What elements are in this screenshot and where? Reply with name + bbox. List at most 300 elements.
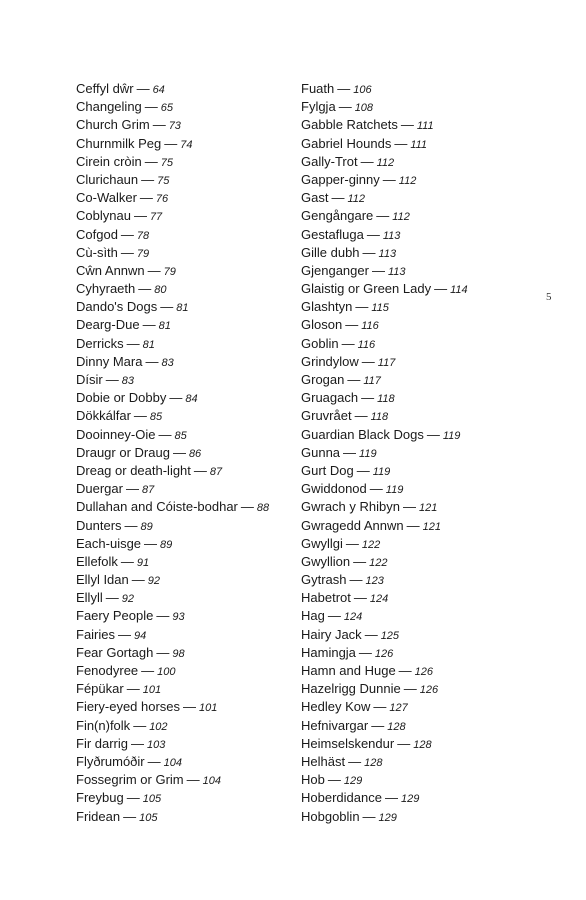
em-dash-separator: — (360, 153, 374, 169)
index-entry (76, 753, 286, 771)
index-term: Fuath (301, 81, 335, 96)
index-term: Fossegrim or Grim (76, 772, 184, 788)
index-entry (76, 316, 286, 334)
index-entry (301, 517, 541, 535)
index-entry (301, 771, 541, 789)
index-page-number: 88 (256, 502, 270, 515)
index-term: Hob (301, 772, 325, 788)
index-page-number: 85 (174, 429, 187, 442)
index-entry (76, 771, 286, 789)
index-term: Cŵn Annwn (76, 262, 145, 278)
index-entry (76, 535, 286, 553)
index-page-number: 119 (385, 484, 404, 497)
index-term: Fear Gortagh (76, 644, 154, 660)
em-dash-separator: — (403, 681, 417, 697)
index-entry (76, 498, 286, 516)
index-entry (76, 444, 286, 462)
index-entry (301, 789, 541, 807)
index-term: Fin(n)folk (76, 717, 131, 733)
index-page-number: 116 (357, 338, 376, 351)
index-entry (301, 226, 541, 244)
index-page-number: 76 (155, 193, 169, 206)
index-entry (301, 644, 541, 662)
index-page-number: 86 (188, 447, 202, 460)
index-page-number: 78 (136, 229, 150, 242)
index-page-number: 103 (147, 738, 166, 751)
index-page-number: 113 (378, 247, 397, 260)
em-dash-separator: — (120, 553, 134, 569)
index-entry (301, 480, 541, 498)
em-dash-separator: — (133, 408, 147, 424)
em-dash-separator: — (361, 390, 375, 406)
index-page-number: 124 (343, 611, 363, 624)
index-term: Grogan (301, 372, 345, 387)
em-dash-separator: — (327, 772, 341, 788)
index-entry (76, 298, 286, 316)
index-entry (301, 662, 541, 680)
em-dash-separator: — (126, 681, 140, 697)
index-entry (76, 153, 286, 171)
em-dash-separator: — (366, 226, 380, 242)
index-entry (301, 535, 541, 553)
index-term: Guardian Black Dogs (301, 426, 424, 442)
em-dash-separator: — (193, 462, 207, 478)
index-term: Hamingja (301, 644, 356, 660)
index-entry (301, 753, 541, 771)
em-dash-separator: — (125, 481, 139, 497)
index-page-number: 116 (361, 320, 379, 333)
page-number: 5 (546, 291, 552, 303)
em-dash-separator: — (138, 281, 152, 297)
index-term: Dunters (76, 517, 122, 533)
em-dash-separator: — (123, 808, 137, 824)
index-term: Fenodyree (76, 663, 139, 678)
em-dash-separator: — (164, 135, 178, 151)
index-term: Gestafluga (301, 226, 364, 242)
em-dash-separator: — (160, 299, 174, 315)
index-entry (76, 98, 286, 116)
index-entry (301, 171, 541, 189)
index-page-number: 108 (354, 102, 374, 115)
index-entry (301, 626, 541, 644)
index-term: Gwiddonod (301, 481, 367, 497)
index-entry (76, 808, 286, 826)
index-page-number: 101 (199, 702, 218, 715)
em-dash-separator: — (402, 499, 416, 515)
index-page-number: 119 (372, 465, 391, 478)
index-term: Gunna (301, 444, 341, 460)
em-dash-separator: — (356, 462, 370, 478)
index-term: Gwrach y Rhibyn (301, 499, 400, 515)
em-dash-separator: — (337, 81, 351, 96)
index-page-number: 94 (134, 629, 147, 642)
index-term: Hefnivargar (301, 717, 369, 733)
em-dash-separator: — (136, 81, 150, 96)
index-term: Heimselskendur (301, 735, 395, 751)
index-term: Dobie or Dobby (76, 390, 167, 406)
index-term: Clurichaun (76, 171, 139, 187)
index-entry (301, 135, 541, 153)
index-page-number: 79 (163, 265, 176, 278)
em-dash-separator: — (361, 353, 375, 369)
em-dash-separator: — (124, 517, 138, 533)
index-term: Freybug (76, 790, 124, 806)
index-page-number: 73 (168, 120, 181, 133)
em-dash-separator: — (156, 644, 170, 660)
index-entry (76, 426, 286, 444)
index-entry (76, 517, 286, 535)
index-term: Gwyllgi (301, 535, 343, 551)
index-term: Cirein cròin (76, 153, 142, 169)
em-dash-separator: — (141, 171, 155, 187)
em-dash-separator: — (345, 317, 359, 333)
em-dash-separator: — (147, 262, 161, 278)
index-page-number: 114 (450, 284, 468, 297)
em-dash-separator: — (156, 608, 170, 624)
index-entry (76, 389, 286, 407)
em-dash-separator: — (118, 626, 132, 642)
index-entry (301, 116, 541, 134)
index-column-right (301, 80, 541, 826)
index-page-number: 112 (347, 193, 366, 206)
em-dash-separator: — (371, 262, 385, 278)
index-entry (301, 244, 541, 262)
em-dash-separator: — (382, 171, 396, 187)
index-page-number: 77 (149, 211, 163, 224)
index-term: Hoberdidance (301, 790, 382, 806)
index-entry (76, 80, 286, 98)
index-term: Fylgja (301, 99, 336, 115)
index-term: Dökkálfar (76, 408, 131, 424)
index-entry (76, 280, 286, 298)
em-dash-separator: — (354, 408, 368, 424)
index-page-number: 87 (209, 465, 223, 478)
index-page-number: 75 (157, 174, 170, 187)
index-term: Faery People (76, 608, 154, 624)
index-term: Gabble Ratchets (301, 117, 398, 133)
index-term: Coblynau (76, 208, 131, 224)
index-term: Duergar (76, 481, 123, 497)
index-entry (301, 335, 541, 353)
em-dash-separator: — (369, 481, 383, 497)
em-dash-separator: — (364, 626, 378, 642)
index-page-number: 115 (371, 302, 389, 315)
index-entry (301, 207, 541, 225)
index-entry (76, 335, 286, 353)
em-dash-separator: — (183, 699, 197, 715)
index-entry (301, 553, 541, 571)
index-page-number: 129 (343, 775, 363, 788)
index-term: Ellefolk (76, 553, 118, 569)
em-dash-separator: — (105, 590, 119, 606)
index-entry (76, 789, 286, 807)
em-dash-separator: — (152, 117, 166, 133)
index-page-number: 121 (418, 502, 438, 515)
index-page-number: 105 (142, 793, 162, 806)
index-term: Fairies (76, 626, 116, 642)
index-term: Gapper-ginny (301, 171, 380, 187)
index-entry (301, 607, 541, 625)
index-entry (76, 644, 286, 662)
index-entry (301, 462, 541, 480)
index-entry (301, 153, 541, 171)
em-dash-separator: — (158, 426, 172, 442)
index-page-number: 83 (121, 375, 134, 387)
em-dash-separator: — (131, 572, 145, 588)
index-entry (76, 735, 286, 753)
em-dash-separator: — (327, 608, 341, 624)
index-page-number: 112 (398, 174, 417, 187)
em-dash-separator: — (347, 372, 361, 387)
index-term: Grindylow (301, 353, 359, 369)
index-entry (301, 498, 541, 516)
index-term: Hamn and Huge (301, 663, 396, 678)
index-entry (76, 462, 286, 480)
index-page-number: 85 (149, 411, 163, 424)
index-column-left (76, 80, 286, 826)
em-dash-separator: — (343, 444, 357, 460)
index-page-number: 100 (157, 666, 176, 678)
index-term: Cofgod (76, 226, 118, 242)
index-page-number: 113 (387, 265, 406, 278)
index-entry (76, 553, 286, 571)
index-page-number: 119 (359, 447, 377, 460)
em-dash-separator: — (362, 808, 376, 824)
index-page-number: 91 (136, 556, 150, 569)
index-term: Gwyllion (301, 553, 351, 569)
em-dash-separator: — (144, 99, 158, 115)
em-dash-separator: — (434, 281, 448, 297)
index-page-number: 81 (158, 320, 171, 333)
index-page-number: 102 (149, 720, 168, 733)
index-term: Hazelrigg Dunnie (301, 681, 401, 697)
em-dash-separator: — (362, 244, 376, 260)
index-term: Each-uisge (76, 535, 142, 551)
index-page-number: 64 (152, 84, 165, 96)
index-entry (301, 717, 541, 735)
index-page-number: 127 (389, 702, 408, 715)
index-page-number: 122 (361, 538, 381, 551)
index-entry (76, 189, 286, 207)
index-term: Gengångare (301, 208, 374, 224)
index-term: Fridean (76, 808, 121, 824)
index-entry (301, 407, 541, 425)
index-term: Dearg-Due (76, 317, 140, 333)
em-dash-separator: — (353, 590, 367, 606)
index-term: Fépükar (76, 681, 124, 697)
index-entry (76, 407, 286, 425)
index-term: Changeling (76, 99, 142, 115)
index-entry (76, 717, 286, 735)
index-entry (301, 589, 541, 607)
index-term: Gast (301, 190, 329, 206)
index-entry (76, 626, 286, 644)
index-page-number: 74 (180, 138, 193, 151)
index-page-number: 121 (422, 520, 441, 533)
em-dash-separator: — (406, 517, 420, 533)
index-page-number: 106 (353, 84, 372, 96)
index-term: Hag (301, 608, 325, 624)
index-term: Glaistig or Green Lady (301, 281, 432, 297)
index-page-number: 81 (176, 302, 189, 315)
index-term: Hedley Kow (301, 699, 371, 715)
index-page-number: 104 (202, 775, 221, 788)
index-term: Flyðrumóðir (76, 753, 145, 769)
index-term: Churnmilk Peg (76, 135, 162, 151)
index-page-number: 118 (370, 411, 389, 424)
index-entry (301, 353, 541, 371)
index-term: Gytrash (301, 572, 347, 588)
index-term: Gabriel Hounds (301, 135, 392, 151)
index-page-number: 113 (382, 229, 401, 242)
index-page-number: 111 (416, 120, 434, 133)
index-entry (301, 698, 541, 716)
index-term: Co-Walker (76, 190, 137, 206)
index-page-number: 111 (410, 138, 428, 151)
index-term: Dullahan and Cóiste-bodhar (76, 499, 238, 515)
em-dash-separator: — (353, 553, 367, 569)
em-dash-separator: — (394, 135, 408, 151)
index-page-number: 129 (378, 811, 397, 824)
em-dash-separator: — (384, 790, 398, 806)
index-term: Ellyll (76, 590, 103, 606)
index-page-number: 128 (413, 738, 432, 751)
index-page-number: 119 (442, 429, 461, 442)
em-dash-separator: — (186, 772, 200, 788)
index-entry (301, 80, 541, 98)
em-dash-separator: — (131, 735, 145, 751)
index-entry (76, 607, 286, 625)
em-dash-separator: — (139, 190, 153, 206)
em-dash-separator: — (426, 426, 440, 442)
index-page-number: 65 (160, 102, 174, 115)
index-page-number: 83 (161, 356, 174, 369)
index-page-number: 84 (185, 393, 198, 406)
index-entry (301, 371, 541, 389)
index-entry (301, 444, 541, 462)
index-term: Gurt Dog (301, 462, 354, 478)
em-dash-separator: — (349, 572, 363, 588)
index-term: Gjenganger (301, 262, 369, 278)
em-dash-separator: — (398, 663, 412, 678)
index-term: Derricks (76, 335, 124, 351)
index-term: Gille dubh (301, 244, 360, 260)
index-entry (76, 662, 286, 680)
em-dash-separator: — (397, 735, 411, 751)
em-dash-separator: — (141, 663, 155, 678)
index-term: Gruvrået (301, 408, 352, 424)
index-term: Ceffyl dŵr (76, 81, 134, 96)
index-term: Dísir (76, 372, 103, 387)
em-dash-separator: — (133, 208, 147, 224)
em-dash-separator: — (126, 335, 140, 351)
index-page-number: 104 (163, 756, 182, 769)
index-entry (76, 171, 286, 189)
index-page-number: 92 (147, 575, 160, 588)
index-page-number: 126 (414, 666, 434, 678)
index-page-number: 93 (172, 611, 185, 624)
index-entry (301, 808, 541, 826)
em-dash-separator: — (348, 753, 362, 769)
em-dash-separator: — (105, 372, 119, 387)
index-term: Glashtyn (301, 299, 353, 315)
index-page-number: 126 (374, 647, 394, 660)
em-dash-separator: — (400, 117, 414, 133)
em-dash-separator: — (147, 753, 161, 769)
index-term: Dooinney-Oie (76, 426, 156, 442)
index-page-number: 80 (154, 284, 167, 297)
index-entry (76, 698, 286, 716)
index-page-number: 105 (139, 811, 158, 824)
index-term: Draugr or Draug (76, 444, 170, 460)
index-page-number: 87 (141, 484, 155, 497)
index-term: Cyhyraeth (76, 281, 136, 297)
index-page-number: 112 (376, 156, 395, 169)
index-page-number: 117 (363, 375, 381, 387)
em-dash-separator: — (133, 717, 147, 733)
index-entry (301, 189, 541, 207)
index-entry (301, 298, 541, 316)
em-dash-separator: — (358, 644, 372, 660)
index-entry (301, 389, 541, 407)
em-dash-separator: — (371, 717, 385, 733)
em-dash-separator: — (120, 244, 134, 260)
em-dash-separator: — (240, 499, 254, 515)
index-term: Fiery-eyed horses (76, 699, 181, 715)
index-page-number: 126 (419, 684, 439, 697)
index-page-number: 117 (377, 356, 396, 369)
index-entry (301, 426, 541, 444)
index-term: Dando's Dogs (76, 299, 158, 315)
index-page-number: 125 (380, 629, 400, 642)
index-entry (301, 680, 541, 698)
em-dash-separator: — (355, 299, 369, 315)
index-entry (76, 262, 286, 280)
em-dash-separator: — (142, 317, 156, 333)
index-entry (301, 571, 541, 589)
index-page-number: 75 (160, 156, 173, 169)
index-entry (301, 262, 541, 280)
em-dash-separator: — (172, 444, 186, 460)
index-page-number: 118 (377, 393, 395, 406)
index-entry (76, 480, 286, 498)
index-entry (301, 280, 541, 298)
index-term: Ellyl Idan (76, 572, 129, 588)
index-entry (76, 116, 286, 134)
index-page-number: 89 (140, 520, 153, 533)
index-entry (76, 589, 286, 607)
index-term: Hobgoblin (301, 808, 360, 824)
index-page-number: 128 (364, 756, 383, 769)
index-page-number: 123 (365, 575, 384, 588)
index-page-number: 124 (369, 593, 389, 606)
index-term: Cù-sìth (76, 244, 118, 260)
index-entry (76, 226, 286, 244)
index-page-number: 122 (369, 556, 388, 569)
em-dash-separator: — (169, 390, 183, 406)
index-term: Gloson (301, 317, 343, 333)
index-page-number: 92 (121, 593, 134, 606)
index-term: Habetrot (301, 590, 351, 606)
em-dash-separator: — (120, 226, 134, 242)
em-dash-separator: — (144, 535, 158, 551)
index-term: Dreag or death-light (76, 462, 191, 478)
index-term: Gwragedd Annwn (301, 517, 404, 533)
index-term: Hairy Jack (301, 626, 362, 642)
index-entry (301, 98, 541, 116)
em-dash-separator: — (373, 699, 387, 715)
em-dash-separator: — (341, 335, 355, 351)
